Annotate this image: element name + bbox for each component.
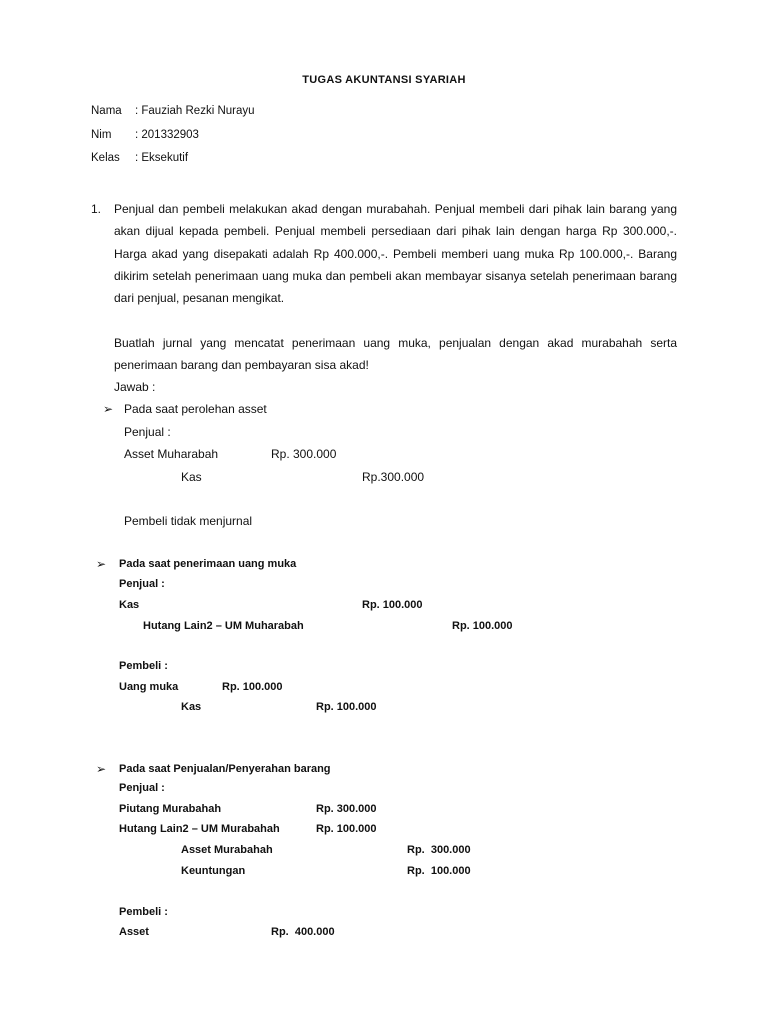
section3-seller-credit1-amount: Rp. 300.000 xyxy=(407,844,471,856)
section1-debit-account: Asset Muharabah xyxy=(124,447,219,461)
section3-buyer-debit-account: Asset xyxy=(119,926,149,938)
section2-buyer-credit-account: Kas xyxy=(181,701,202,713)
bullet-arrow-icon: ➢ xyxy=(103,402,114,416)
answer-label: Jawab : xyxy=(114,380,156,394)
section2-buyer-debit-account: Uang muka xyxy=(119,681,179,693)
section3-seller-credit1-account: Asset Murabahah xyxy=(181,844,273,856)
section3-buyer-label: Pembeli : xyxy=(119,906,168,918)
section3-seller-label: Penjual : xyxy=(119,782,165,794)
document-title: TUGAS AKUNTANSI SYARIAH xyxy=(302,74,466,86)
section1-heading: Pada saat perolehan asset xyxy=(124,402,267,416)
section2-seller-debit-amount: Rp. 100.000 xyxy=(362,599,423,611)
section3-buyer-debit-amount: Rp. 400.000 xyxy=(271,926,335,938)
bullet-arrow-icon: ➢ xyxy=(96,762,107,776)
section1-credit-amount: Rp.300.000 xyxy=(362,470,425,484)
section3-seller-debit1-account: Piutang Murabahah xyxy=(119,803,222,815)
section2-seller-debit-account: Kas xyxy=(119,599,140,611)
nim-label: Nim xyxy=(91,129,112,141)
section3-seller-debit2-amount: Rp. 100.000 xyxy=(316,823,377,835)
nim-value: : 201332903 xyxy=(135,129,199,141)
section2-seller-label: Penjual : xyxy=(119,578,165,590)
question-paragraph: Penjual dan pembeli melakukan akad dengan murabahah. Penjual membeli dari pihak lain barang yang akan dijual kepada pembeli. Penjual membeli persediaan dari pihak lain dengan harga Rp 300.000,-. Harga akad yang disepakati adalah Rp 400.000,-. Pembeli memberi uang muka Rp 100.000,-. Barang dikirim setelah penerimaan uang muka dan pembeli akan membayar sisanya setelah penerimaan barang dari penjual, pesanan mengikat. xyxy=(114,202,677,306)
section2-seller-credit-account: Hutang Lain2 – UM Muharabah xyxy=(143,620,304,632)
section2-buyer-debit-amount: Rp. 100.000 xyxy=(222,681,283,693)
section3-heading: Pada saat Penjualan/Penyerahan barang xyxy=(119,763,331,775)
section3-seller-credit2-amount: Rp. 100.000 xyxy=(407,865,471,877)
section1-credit-account: Kas xyxy=(181,470,202,484)
section2-heading: Pada saat penerimaan uang muka xyxy=(119,558,297,570)
section2-buyer-label: Pembeli : xyxy=(119,660,168,672)
section1-seller-label: Penjual : xyxy=(124,425,171,439)
section3-seller-debit1-amount: Rp. 300.000 xyxy=(316,803,377,815)
name-label: Nama xyxy=(91,105,122,117)
name-value: : Fauziah Rezki Nurayu xyxy=(135,105,255,117)
question-instruction: Buatlah jurnal yang mencatat penerimaan uang muka, penjualan dengan akad murabahah serta penerimaan barang dan pembayaran sisa akad! xyxy=(114,336,677,373)
section1-buyer-note: Pembeli tidak menjurnal xyxy=(124,514,253,528)
section3-seller-credit2-account: Keuntungan xyxy=(181,865,246,877)
section2-buyer-credit-amount: Rp. 100.000 xyxy=(316,701,377,713)
section3-seller-debit2-account: Hutang Lain2 – UM Murabahah xyxy=(119,823,280,835)
section2-seller-credit-amount: Rp. 100.000 xyxy=(452,620,513,632)
question-number: 1. xyxy=(91,202,102,216)
class-label: Kelas xyxy=(91,152,120,164)
section1-debit-amount: Rp. 300.000 xyxy=(271,447,337,461)
class-value: : Eksekutif xyxy=(135,152,189,164)
bullet-arrow-icon: ➢ xyxy=(96,557,107,571)
